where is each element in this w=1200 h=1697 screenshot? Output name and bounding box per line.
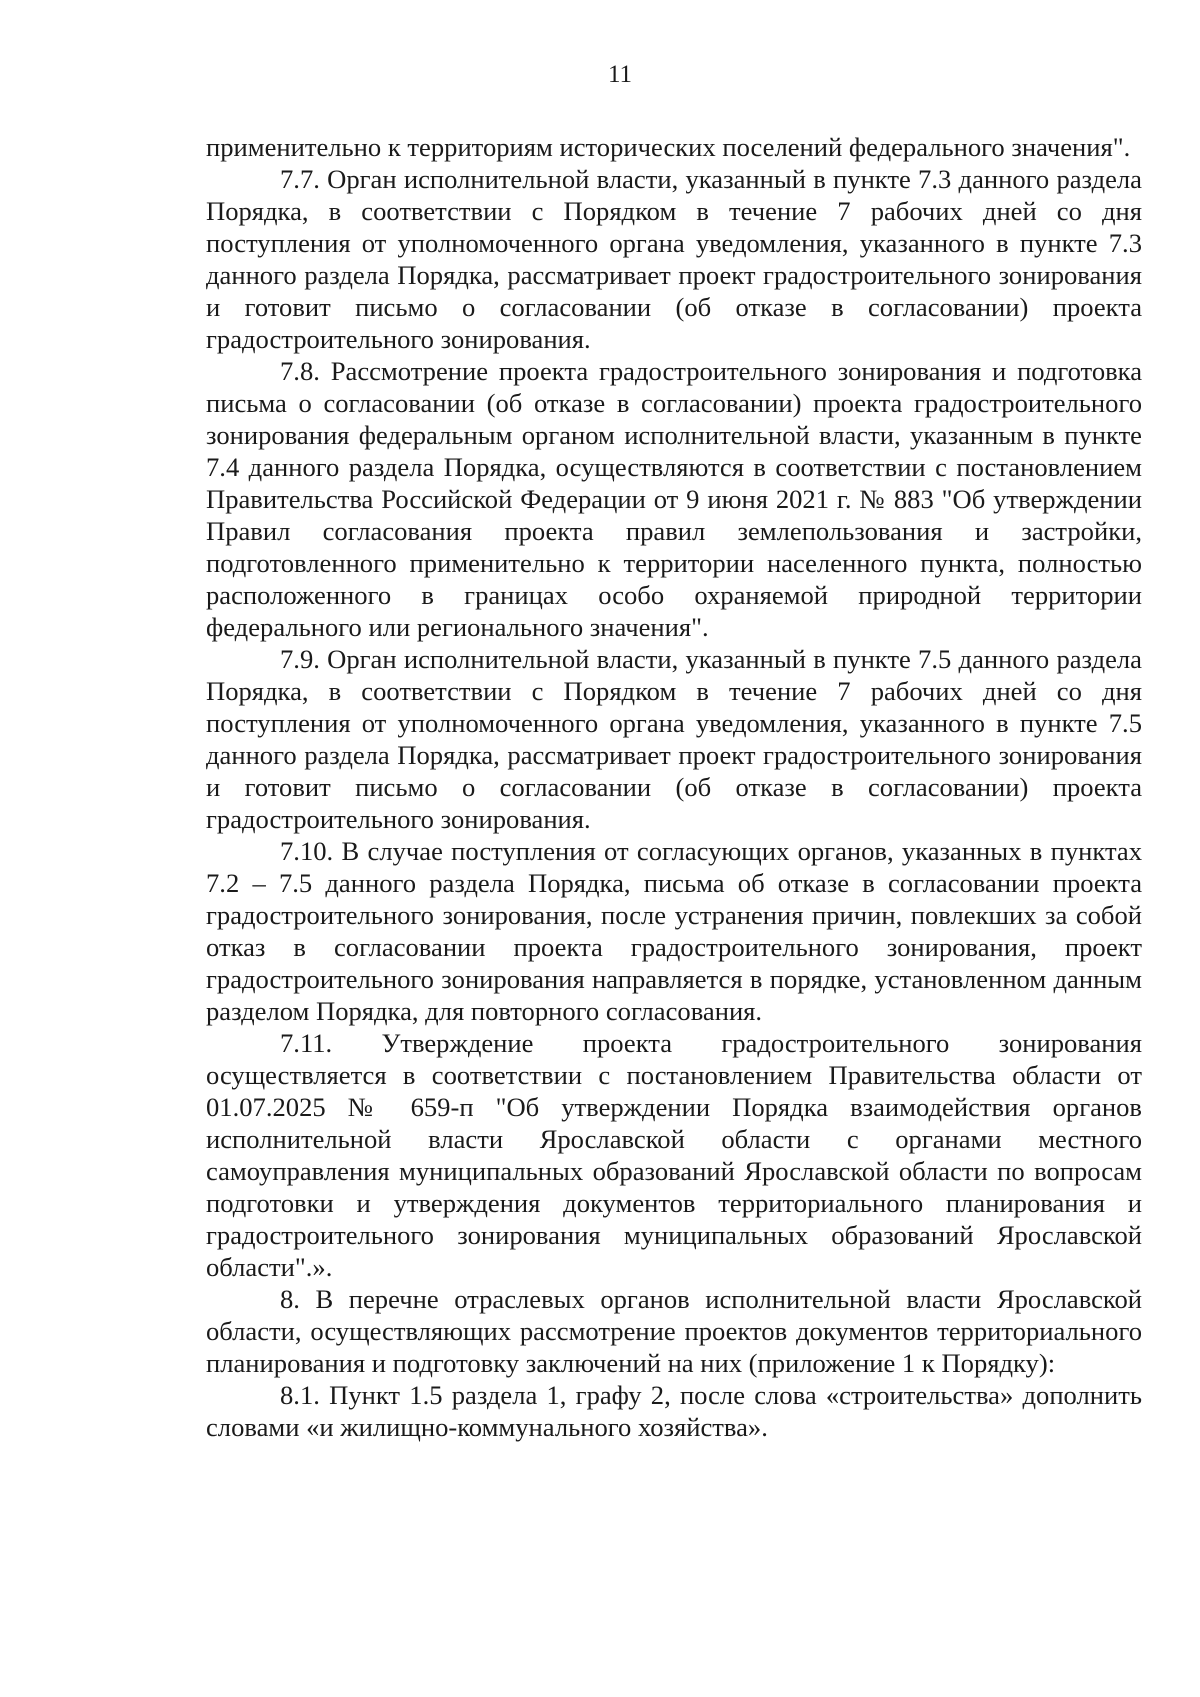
paragraph-7-8: 7.8. Рассмотрение проекта градостроительного зонирования и подготовка письма о согласовании (об отказе в согласовании) проекта градостроительного зонирования федеральным органом исполнительной власти, указанным в пункте 7.4 данного раздела Порядка, осуществляются в соответствии с постановлением Правительства Российской Федерации от 9 июня 2021 г. № 883 "Об утверждении Правил согласования проекта правил землепользования и застройки, подготовленного применительно к территории населенного пункта, полностью расположенного в границах особо охраняемой природной территории федерального или регионального значения".: [206, 356, 1142, 642]
paragraph-8-1: 8.1. Пункт 1.5 раздела 1, графу 2, после слова «строительства» дополнить словами «и жилищно-коммунального хозяйства».: [206, 1380, 1142, 1442]
paragraph-7-9: 7.9. Орган исполнительной власти, указанный в пункте 7.5 данного раздела Порядка, в соответствии с Порядком в течение 7 рабочих дней со дня поступления от уполномоченного органа уведомления, указанного в пункте 7.5 данного раздела Порядка, рассматривает проект градостроительного зонирования и готовит письмо о согласовании (об отказе в согласовании) проекта градостроительного зонирования.: [206, 644, 1142, 834]
paragraph-7-11: 7.11. Утверждение проекта градостроительного зонирования осуществляется в соответствии с постановлением Правительства области от 01.07.2025 № 659-п "Об утверждении Порядка взаимодействия органов исполнительной власти Ярославской области с органами местного самоуправления муниципальных образований Ярославской области по вопросам подготовки и утверждения документов территориального планирования и градостроительного зонирования муниципальных образований Ярославской области".».: [206, 1028, 1142, 1282]
paragraph-continuation: применительно к территориям исторических поселений федерального значения".: [206, 132, 1131, 162]
page-number: 11: [607, 61, 633, 88]
paragraph-8: 8. В перечне отраслевых органов исполнительной власти Ярославской области, осуществляющих рассмотрение проектов документов территориального планирования и подготовку заключений на них (приложение 1 к Порядку):: [206, 1284, 1142, 1378]
paragraph-7-7: 7.7. Орган исполнительной власти, указанный в пункте 7.3 данного раздела Порядка, в соответствии с Порядком в течение 7 рабочих дней со дня поступления от уполномоченного органа уведомления, указанного в пункте 7.3 данного раздела Порядка, рассматривает проект градостроительного зонирования и готовит письмо о согласовании (об отказе в согласовании) проекта градостроительного зонирования.: [206, 164, 1142, 354]
document-body: [206, 131, 1142, 1443]
paragraph-7-10: 7.10. В случае поступления от согласующих органов, указанных в пунктах 7.2 – 7.5 данного раздела Порядка, письма об отказе в согласовании проекта градостроительного зонирования, после устранения причин, повлекших за собой отказ в согласовании проекта градостроительного зонирования, проект градостроительного зонирования направляется в порядке, установленном данным разделом Порядка, для повторного согласования.: [206, 836, 1142, 1026]
